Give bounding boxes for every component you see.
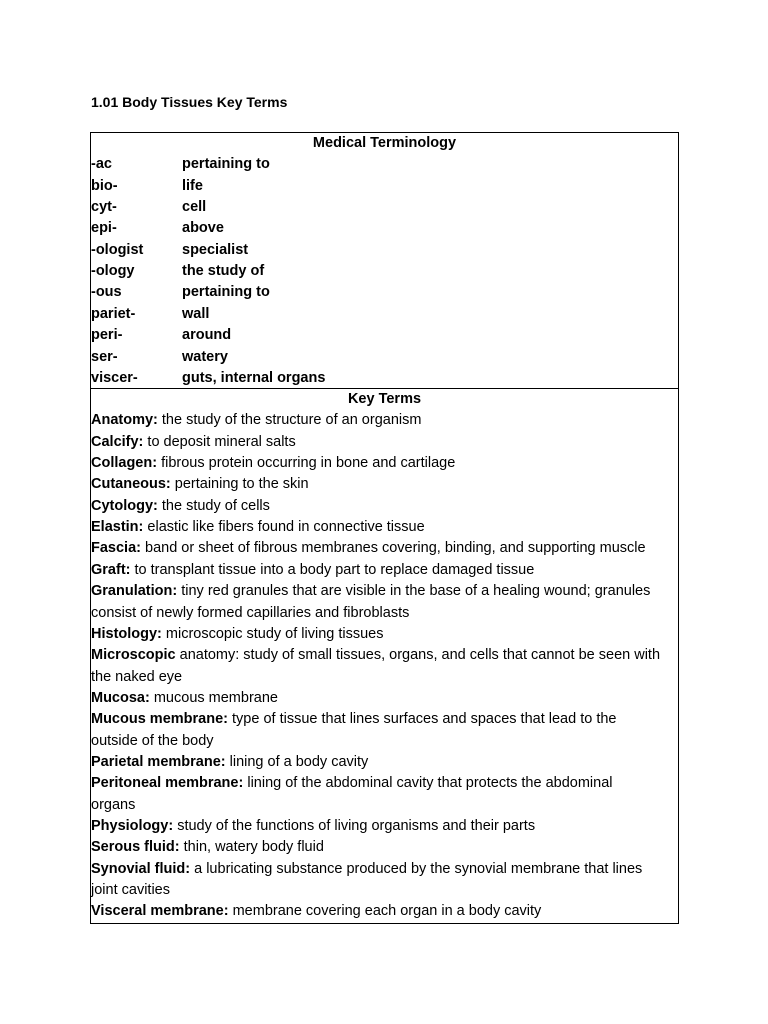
terminology-prefix: -ous bbox=[91, 284, 122, 301]
key-term-definition: thin, watery body fluid bbox=[179, 839, 324, 856]
key-term-name: Serous fluid: bbox=[91, 839, 180, 856]
key-term-definition: membrane covering each organ in a body cavity bbox=[228, 903, 542, 920]
key-term-definition: lining of a body cavity bbox=[225, 753, 369, 770]
key-term-name: Anatomy: bbox=[91, 412, 158, 429]
key-term-line bbox=[91, 667, 679, 688]
key-term-entry bbox=[91, 773, 679, 816]
medical-terminology-heading: Medical Terminology bbox=[312, 135, 457, 151]
terminology-meaning: pertaining to bbox=[182, 156, 270, 173]
key-term-entry bbox=[91, 474, 679, 495]
key-term-line bbox=[91, 901, 679, 922]
key-term-definition: to deposit mineral salts bbox=[143, 433, 296, 450]
key-term-entry bbox=[91, 538, 679, 559]
terminology-row bbox=[91, 282, 678, 303]
key-term-definition: the study of cells bbox=[157, 497, 270, 514]
key-term-definition: organs bbox=[91, 796, 136, 813]
key-term-line bbox=[91, 603, 679, 624]
terminology-meaning: above bbox=[182, 220, 224, 237]
terms-table bbox=[90, 132, 679, 924]
key-term-line bbox=[91, 773, 679, 794]
terminology-meaning: life bbox=[182, 177, 203, 194]
terminology-meaning: watery bbox=[182, 348, 228, 365]
key-term-line bbox=[91, 859, 679, 880]
key-term-entry bbox=[91, 901, 679, 922]
key-term-definition: a lubricating substance produced by the synovial membrane that lines bbox=[190, 860, 643, 877]
key-term-name: Granulation: bbox=[91, 583, 178, 600]
key-term-entry bbox=[91, 688, 679, 709]
terminology-meaning: pertaining to bbox=[182, 284, 270, 301]
key-term-definition: pertaining to the skin bbox=[170, 476, 309, 493]
key-term-name: Mucous membrane: bbox=[91, 711, 228, 728]
terminology-prefix: ser- bbox=[91, 348, 118, 365]
terminology-row bbox=[91, 154, 678, 175]
key-term-name: Elastin: bbox=[91, 519, 144, 536]
key-term-entry bbox=[91, 752, 679, 773]
terminology-prefix: -ologist bbox=[91, 241, 144, 258]
key-term-entry bbox=[91, 432, 679, 453]
key-term-name: Cytology: bbox=[91, 497, 158, 514]
key-term-line bbox=[91, 581, 679, 602]
key-term-definition: joint cavities bbox=[91, 881, 170, 898]
document-title: 1.01 Body Tissues Key Terms bbox=[91, 94, 288, 110]
terminology-meaning: guts, internal organs bbox=[182, 369, 326, 386]
key-term-name: Synovial fluid: bbox=[91, 860, 191, 877]
key-term-line bbox=[91, 816, 679, 837]
key-term-definition: lining of the abdominal cavity that protects the abdominal bbox=[243, 775, 613, 792]
key-terms-list bbox=[91, 410, 678, 922]
key-term-definition: study of the functions of living organisms and their parts bbox=[173, 817, 536, 834]
key-term-line bbox=[91, 624, 679, 645]
terminology-row bbox=[91, 261, 678, 282]
terminology-prefix: viscer- bbox=[91, 369, 138, 386]
terminology-meaning: cell bbox=[182, 199, 207, 216]
terminology-meaning: around bbox=[182, 327, 232, 344]
key-term-entry bbox=[91, 517, 679, 538]
terminology-row bbox=[91, 197, 678, 218]
key-term-line bbox=[91, 795, 679, 816]
key-terms-heading: Key Terms bbox=[347, 391, 422, 407]
terminology-prefix: -ology bbox=[91, 263, 135, 280]
key-term-entry bbox=[91, 859, 679, 902]
key-term-name: Graft: bbox=[91, 561, 131, 578]
key-term-entry bbox=[91, 816, 679, 837]
key-term-name: Visceral membrane: bbox=[91, 903, 229, 920]
key-term-entry bbox=[91, 837, 679, 858]
key-term-name: Microscopic bbox=[91, 647, 176, 664]
terminology-prefix: bio- bbox=[91, 177, 118, 194]
key-term-line bbox=[91, 560, 679, 581]
medical-terminology-list bbox=[91, 154, 678, 389]
key-term-name: Calcify: bbox=[91, 433, 144, 450]
key-term-entry bbox=[91, 624, 679, 645]
terminology-row bbox=[91, 218, 678, 239]
key-term-entry bbox=[91, 453, 679, 474]
key-term-line bbox=[91, 538, 679, 559]
key-term-line bbox=[91, 474, 679, 495]
terminology-row bbox=[91, 240, 678, 261]
terminology-prefix: cyt- bbox=[91, 199, 117, 216]
key-terms-section bbox=[91, 389, 678, 923]
key-term-line bbox=[91, 410, 679, 431]
key-term-line bbox=[91, 432, 679, 453]
key-term-line bbox=[91, 837, 679, 858]
terminology-meaning: specialist bbox=[182, 241, 249, 258]
key-term-definition: outside of the body bbox=[91, 732, 214, 749]
key-term-definition: band or sheet of fibrous membranes covering, binding, and supporting muscle bbox=[140, 540, 646, 557]
terminology-prefix: pariet- bbox=[91, 305, 136, 322]
key-term-line bbox=[91, 645, 679, 666]
key-term-definition: microscopic study of living tissues bbox=[161, 625, 384, 642]
key-term-line bbox=[91, 709, 679, 730]
key-term-entry bbox=[91, 496, 679, 517]
medical-terminology-section bbox=[91, 133, 678, 389]
key-term-line bbox=[91, 880, 679, 901]
key-term-line bbox=[91, 752, 679, 773]
key-term-definition: to transplant tissue into a body part to replace damaged tissue bbox=[130, 561, 535, 578]
key-term-name: Peritoneal membrane: bbox=[91, 775, 244, 792]
key-term-definition: mucous membrane bbox=[149, 689, 278, 706]
terminology-prefix: peri- bbox=[91, 327, 123, 344]
key-term-entry bbox=[91, 560, 679, 581]
terminology-prefix: epi- bbox=[91, 220, 117, 237]
key-term-definition: consist of newly formed capillaries and fibroblasts bbox=[91, 604, 410, 621]
key-term-definition: the naked eye bbox=[91, 668, 183, 685]
key-term-line bbox=[91, 517, 679, 538]
key-term-line bbox=[91, 496, 679, 517]
key-term-entry bbox=[91, 709, 679, 752]
key-term-name: Cutaneous: bbox=[91, 476, 171, 493]
key-term-name: Physiology: bbox=[91, 817, 174, 834]
key-term-definition: the study of the structure of an organism bbox=[157, 412, 422, 429]
key-term-definition: tiny red granules that are visible in the base of a healing wound; granules bbox=[177, 583, 651, 600]
key-term-entry bbox=[91, 645, 679, 688]
terminology-row bbox=[91, 368, 678, 389]
key-term-name: Collagen: bbox=[91, 455, 158, 472]
key-term-name: Mucosa: bbox=[91, 689, 150, 706]
key-term-name: Histology: bbox=[91, 625, 162, 642]
terminology-prefix: -ac bbox=[91, 156, 112, 173]
key-term-entry bbox=[91, 410, 679, 431]
terminology-row bbox=[91, 347, 678, 368]
terminology-row bbox=[91, 176, 678, 197]
terminology-row bbox=[91, 304, 678, 325]
key-term-definition: anatomy: study of small tissues, organs, and cells that cannot be seen with bbox=[175, 647, 661, 664]
key-term-line bbox=[91, 453, 679, 474]
key-term-definition: type of tissue that lines surfaces and spaces that lead to the bbox=[227, 711, 617, 728]
terminology-row bbox=[91, 325, 678, 346]
key-term-line bbox=[91, 688, 679, 709]
key-term-name: Fascia: bbox=[91, 540, 141, 557]
key-term-line bbox=[91, 731, 679, 752]
terminology-meaning: wall bbox=[182, 305, 210, 322]
key-term-definition: elastic like fibers found in connective tissue bbox=[143, 519, 425, 536]
terminology-meaning: the study of bbox=[182, 263, 265, 280]
key-term-name: Parietal membrane: bbox=[91, 753, 226, 770]
key-term-entry bbox=[91, 581, 679, 624]
key-term-definition: fibrous protein occurring in bone and cartilage bbox=[157, 455, 456, 472]
